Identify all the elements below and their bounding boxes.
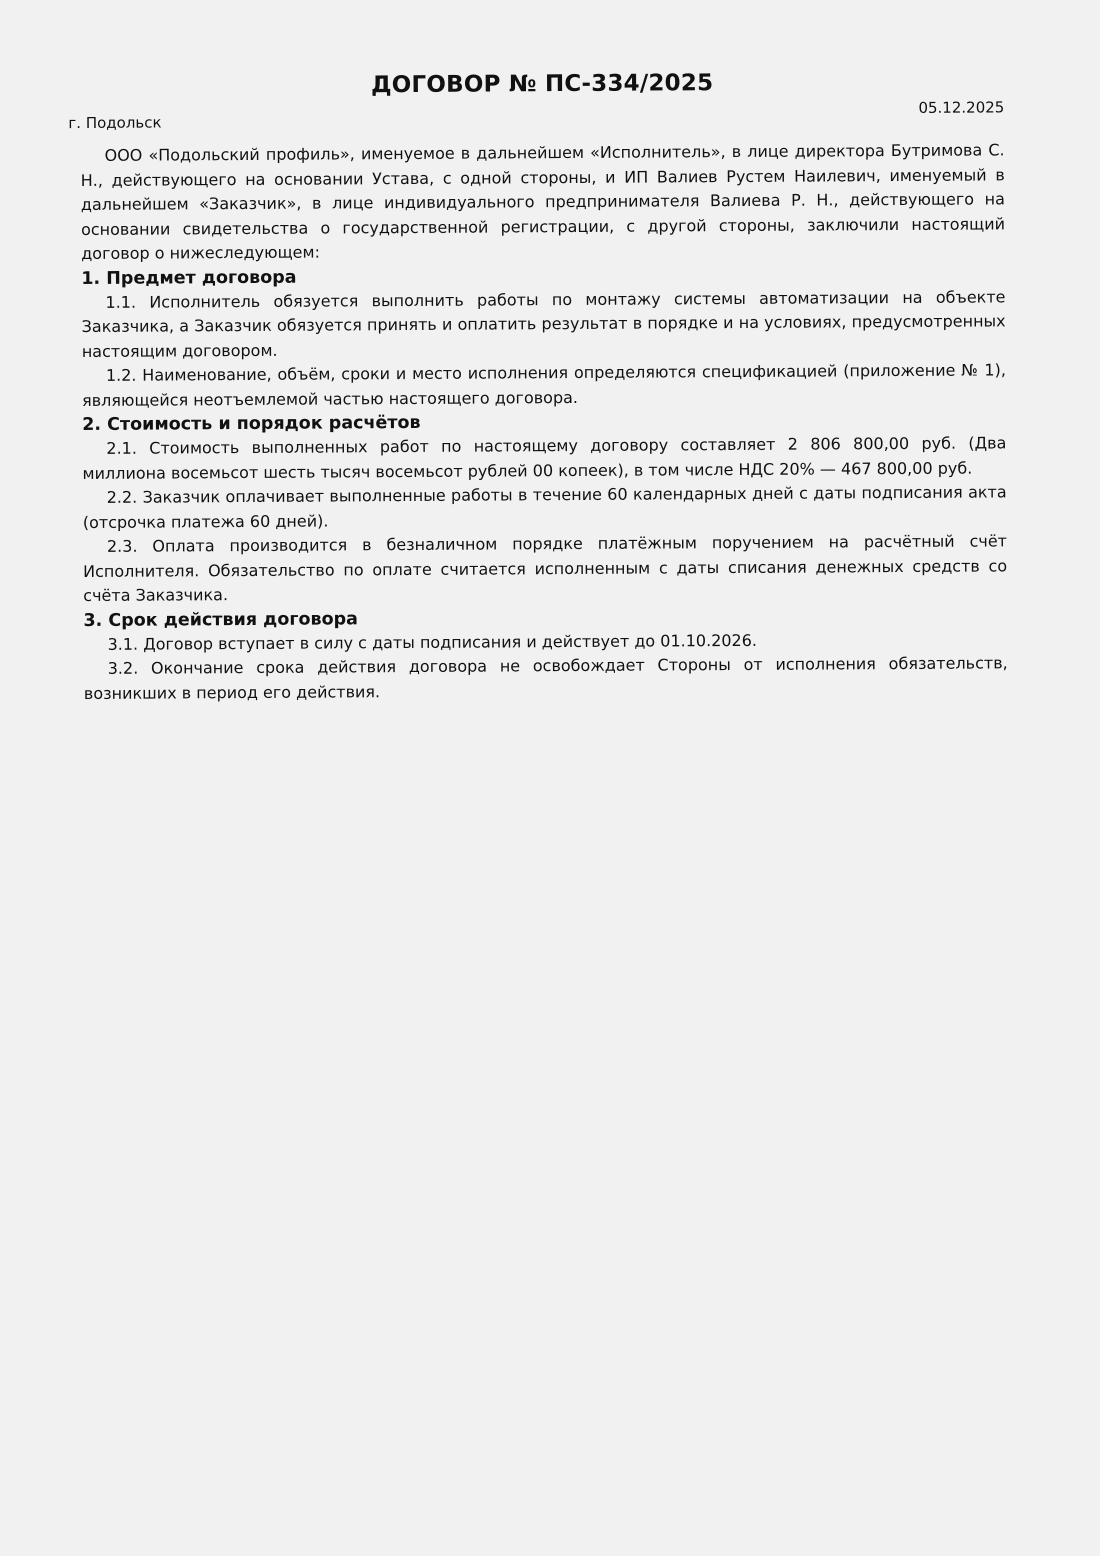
clause-3-2: 3.2. Окончание срока действия договора не освобождает Стороны от исполнения обязательств, возникших в период его действия. [83,653,1008,703]
section-heading-payment: 2. Стоимость и порядок расчётов [82,412,421,435]
section-heading-term: 3. Срок действия договора [83,608,358,631]
contract-meta [68,94,1005,142]
clause-2-1: 2.1. Стоимость выполненных работ по настоящему договору составляет 2 806 800,00 руб. (Два миллиона восемьсот шесть тысяч восемьсот рублей 00 копеек), в том числе НДС 20% — 467 800,00 руб. [82,433,1007,483]
contract-city: г. Подольск [68,113,162,133]
contract-date: 05.12.2025 [918,98,1005,117]
clause-1-1: 1.1. Исполнитель обязуется выполнить работы по монтажу системы автоматизации на объекте Заказчика, а Заказчик обязуется принять и оплатить результат в порядке и на условиях, предусмотренных настоящим договором. [81,286,1006,361]
clause-2-3: 2.3. Оплата производится в безналичном порядке платёжным поручением на расчётный счёт Исполнителя. Обязательство по оплате считается исполненным с даты списания денежных средств со счёта Заказчика. [83,531,1008,605]
contract-preamble: ООО «Подольский профиль», именуемое в дальнейшем «Исполнитель», в лице директора Бутримова С. Н., действующего на основании Устава, с одной стороны, и ИП Валиев Рустем Наилевич, именуемый в дальнейшем «Заказчик», в лице индивидуального предпринимателя Валиева Р. Н., действующего на основании свидетельства о государственной регистрации, с другой стороны, заключили настоящий договор о нижеследующем: [80,140,1006,263]
contract-body [68,54,1008,706]
clause-3-1: 3.1. Договор вступает в силу с даты подписания и действует до 01.10.2026. [107,630,758,654]
contract-title: ДОГОВОР № ПС-334/2025 [370,70,714,99]
clause-2-2: 2.2. Заказчик оплачивает выполненные работы в течение 60 календарных дней с даты подписания акта (отсрочка платежа 60 дней). [82,482,1007,532]
clause-1-2: 1.2. Наименование, объём, сроки и место исполнения определяются спецификацией (приложение № 1), являющейся неотъемлемой частью настоящего договора. [82,360,1006,410]
section-heading-subject: 1. Предмет договора [81,267,297,289]
